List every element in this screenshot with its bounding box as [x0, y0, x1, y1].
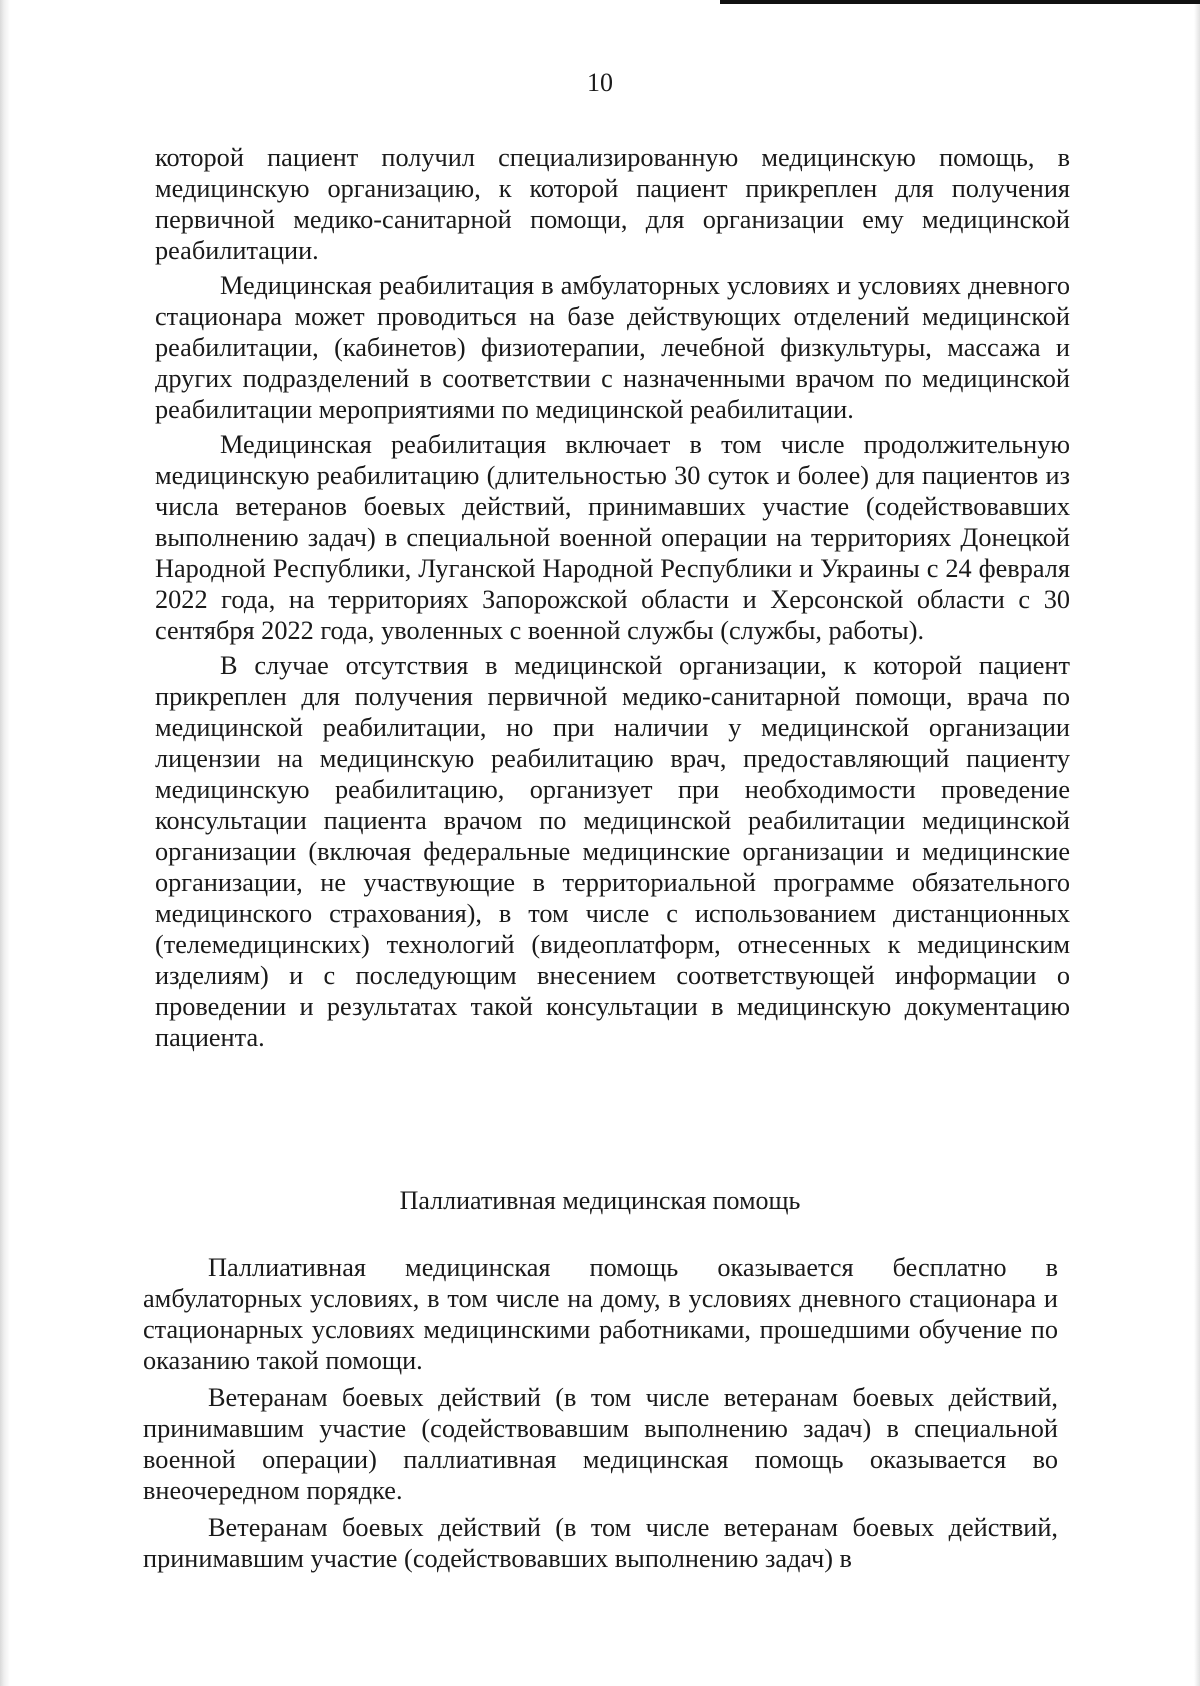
scan-edge-left: [0, 0, 10, 1686]
scan-top-bar: [720, 0, 1200, 4]
body-text-top: [155, 142, 1070, 1057]
page-number: 10: [587, 68, 613, 97]
paragraph-rehab-ambulatory: Медицинская реабилитация в амбулаторных условиях и условиях дневного стационара может проводиться на базе действующих отделений медицинской реабилитации, (кабинетов) физиотерапии, лечебной физкультуры, массажа и других подразделений в соответствии с назначенными врачом по медицинской реабилитации мероприятиями по медицинской реабилитации.: [155, 271, 1070, 424]
paragraph-palliative-veterans-priority: Ветеранам боевых действий (в том числе ветеранам боевых действий, принимавшим участие (содействовавшим выполнению задач) в специальной военной операции) паллиативная медицинская помощь оказывается во внеочередном порядке.: [143, 1383, 1058, 1505]
scan-edge-right: [1194, 0, 1200, 1686]
body-text-bottom: [143, 1252, 1058, 1580]
paragraph-palliative-free: Паллиативная медицинская помощь оказывается бесплатно в амбулаторных условиях, в том числе на дому, в условиях дневного стационара и стационарных условиях медицинскими работниками, прошедшими обучение по оказанию такой помощи.: [143, 1253, 1058, 1375]
paragraph-rehab-consultation: В случае отсутствия в медицинской организации, к которой пациент прикреплен для получения первичной медико-санитарной помощи, врача по медицинской реабилитации, но при наличии у медицинской организации лицензии на медицинскую реабилитацию врач, предоставляющий пациенту медицинскую реабилитацию, организует при необходимости проведение консультации пациента врачом по медицинской реабилитации медицинской организации (включая федеральные медицинские организации и медицинские организации, не участвующие в территориальной программе обязательного медицинского страхования), в том числе с использованием дистанционных (телемедицинских) технологий (видеоплатформ, отнесенных к медицинским изделиям) и с последующим внесением соответствующей информации о проведении и результатах такой консультации в медицинскую документацию пациента.: [155, 651, 1070, 1052]
section-heading: Паллиативная медицинская помощь: [399, 1186, 801, 1215]
paragraph-continuation: которой пациент получил специализированную медицинскую помощь, в медицинскую организацию, к которой пациент прикреплен для получения первичной медико-санитарной помощи, для организации ему медицинской реабилитации.: [155, 143, 1070, 265]
paragraph-palliative-veterans-continued: Ветеранам боевых действий (в том числе ветеранам боевых действий, принимавшим участие (содействовавших выполнению задач) в: [143, 1513, 1058, 1573]
paragraph-rehab-veterans: Медицинская реабилитация включает в том числе продолжительную медицинскую реабилитацию (длительностью 30 суток и более) для пациентов из числа ветеранов боевых действий, принимавших участие (содействовавших выполнению задач) в специальной военной операции на территориях Донецкой Народной Республики, Луганской Народной Республики и Украины с 24 февраля 2022 года, на территориях Запорожской области и Херсонской области с 30 сентября 2022 года, уволенных с военной службы (службы, работы).: [155, 430, 1070, 645]
